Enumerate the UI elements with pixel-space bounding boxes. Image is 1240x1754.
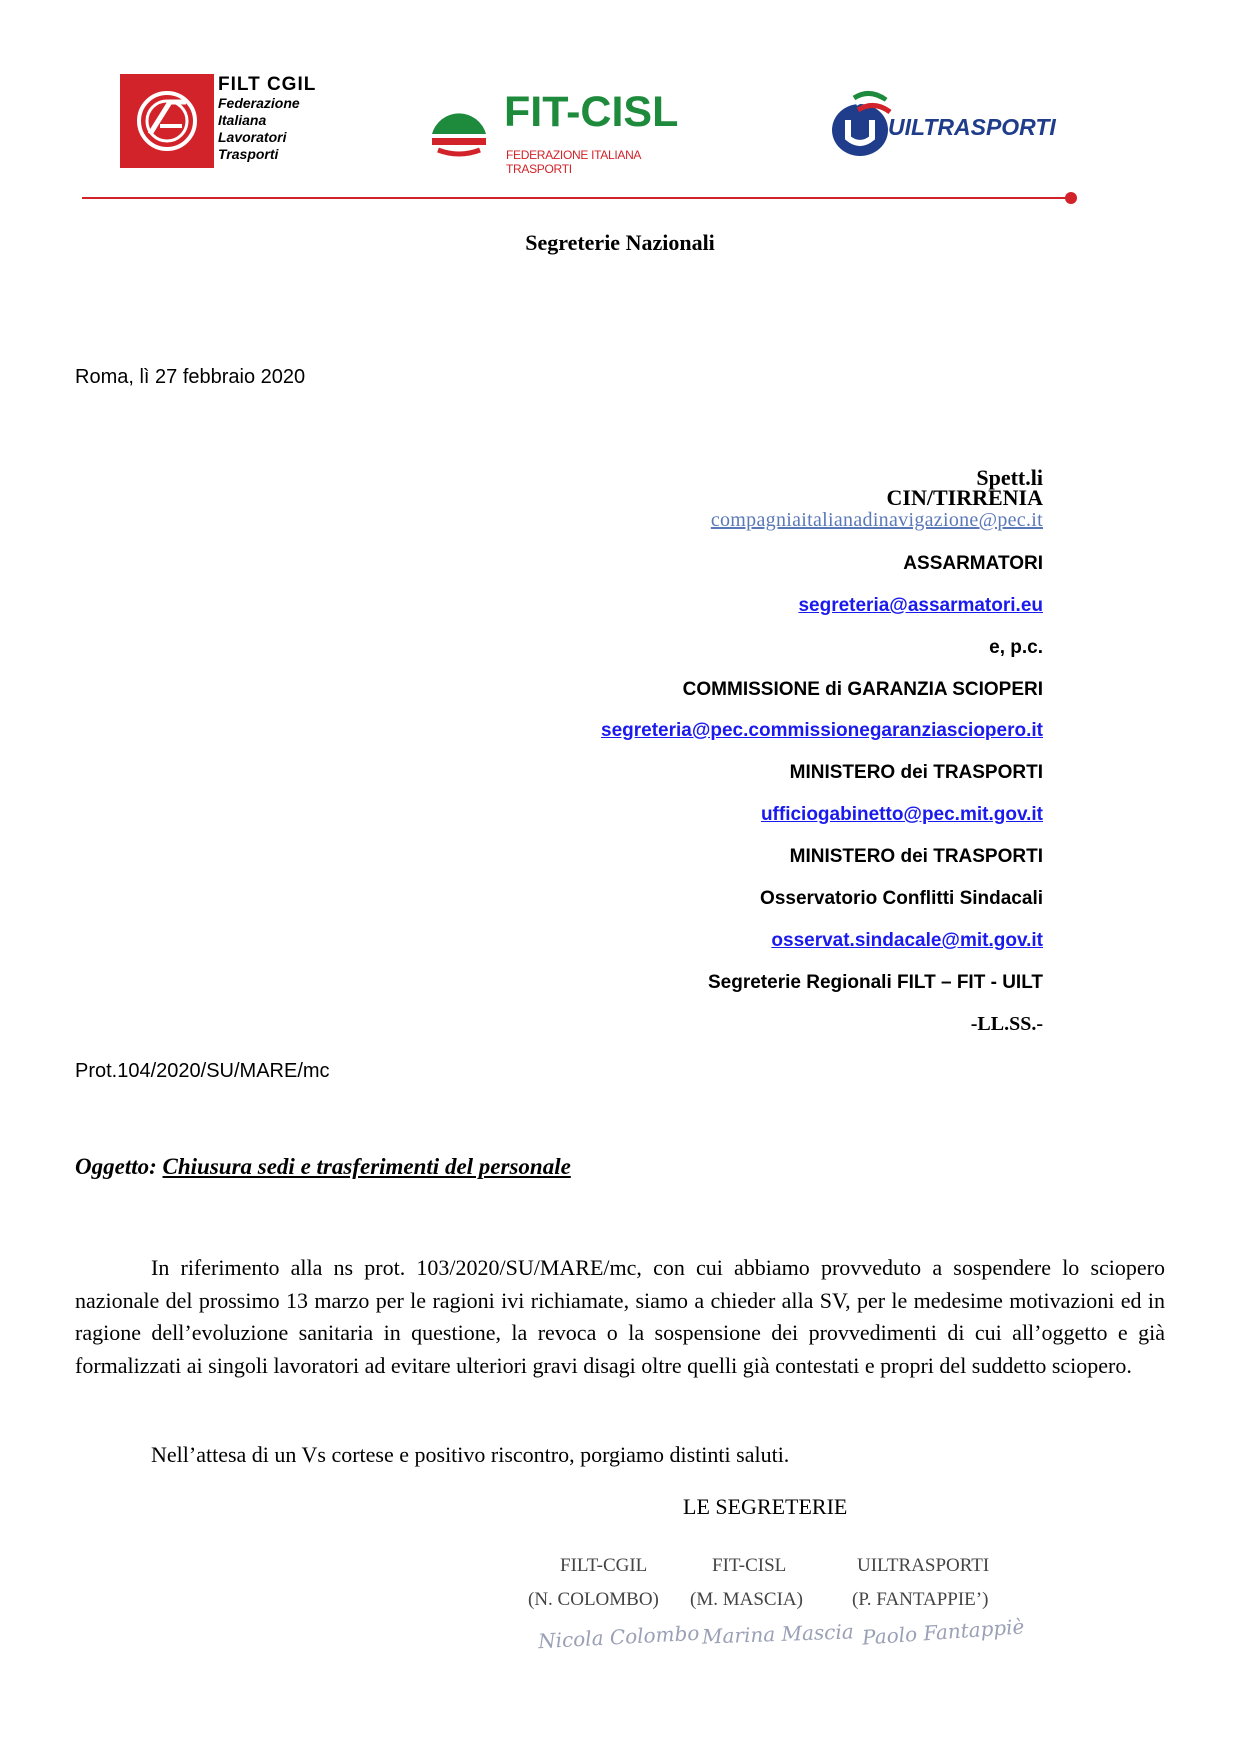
filt-cgil-line-4: Trasporti (218, 146, 279, 162)
signatory-3-signature: Paolo Fantappiè (861, 1614, 1026, 1650)
signatory-1-signature: Nicola Colombo (537, 1620, 700, 1654)
uiltrasporti-logo (830, 82, 1070, 162)
filt-cgil-line-1: Federazione (218, 95, 300, 111)
signatory-3-name: (P. FANTAPPIE’) (852, 1589, 989, 1610)
uiltrasporti-brand: UILTRASPORTI (888, 114, 1056, 140)
filt-cgil-line-2: Italiana (218, 112, 267, 128)
recipient-4-email[interactable]: ufficiogabinetto@pec.mit.gov.it (760, 804, 1043, 825)
fit-cisl-logo (428, 88, 708, 176)
body-paragraph: In riferimento alla ns prot. 103/2020/SU/MARE/mc, con cui abbiamo provveduto a sospendere lo sciopero nazionale del prossimo 13 marzo per le ragioni ivi richiamate, siamo a chieder alla SV, per le medesime motivazioni ed in ragione dell’evoluzione sanitaria in questione, la revoca o la sospensione dei provvedimenti di cui all’oggetto e già formalizzati ai singoli lavoratori ad evitare ulteriori gravi disagi oltre quelli già contestati e propri del suddetto sciopero. (75, 1255, 1165, 1378)
filt-cgil-line-3: Lavoratori (218, 129, 287, 145)
filt-cgil-mark-icon (120, 74, 214, 168)
signatory-1-org: FILT-CGIL (560, 1555, 648, 1576)
recipient-5-email[interactable]: osservat.sindacale@mit.gov.it (771, 930, 1043, 951)
date-line: Roma, lì 27 febbraio 2020 (75, 366, 306, 388)
subject-text: Chiusura sedi e trasferimenti del personale (162, 1154, 571, 1179)
filt-cgil-brand: FILT CGIL (218, 74, 317, 95)
header-rule-dot (1065, 192, 1077, 204)
page-heading: Segreterie Nazionali (525, 230, 715, 255)
recipient-5-name: MINISTERO dei TRASPORTI (789, 846, 1043, 867)
recipient-7-name: -LL.SS.- (970, 1013, 1043, 1035)
recipient-salutation: Spett.li (976, 465, 1043, 490)
recipient-3-email[interactable]: segreteria@pec.commissionegaranziasciopero.it (601, 720, 1043, 741)
recipient-1-name: CIN/TIRRENIA (886, 485, 1043, 510)
closing-line: Nell’attesa di un Vs cortese e positivo riscontro, porgiamo distinti saluti. (151, 1442, 790, 1467)
signatory-2-name: (M. MASCIA) (690, 1589, 803, 1610)
filt-cgil-logo (120, 74, 320, 168)
signatory-2-signature: Marina Mascia (701, 1619, 855, 1649)
recipient-6-name: Segreterie Regionali FILT – FIT - UILT (708, 972, 1043, 993)
fit-cisl-mark-icon (428, 94, 490, 162)
cc-label: e, p.c. (989, 637, 1043, 658)
subject-label: Oggetto: (75, 1154, 157, 1179)
protocol-number: Prot.104/2020/SU/MARE/mc (75, 1060, 330, 1082)
recipient-3-name: COMMISSIONE di GARANZIA SCIOPERI (682, 679, 1043, 700)
fit-cisl-brand: FIT-CISL (504, 88, 679, 136)
signoff: LE SEGRETERIE (683, 1494, 848, 1519)
recipient-5-sub: Osservatorio Conflitti Sindacali (760, 888, 1043, 909)
recipient-2-name: ASSARMATORI (903, 553, 1043, 574)
recipient-4-name: MINISTERO dei TRASPORTI (789, 762, 1043, 783)
signatory-2-org: FIT-CISL (712, 1555, 787, 1576)
recipient-2-email[interactable]: segreteria@assarmatori.eu (798, 595, 1043, 616)
uiltrasporti-mark-icon (830, 86, 896, 162)
subject-line (75, 1154, 571, 1180)
signatory-1-name: (N. COLOMBO) (528, 1589, 659, 1610)
header-rule (82, 197, 1067, 199)
fit-cisl-subtitle: FEDERAZIONE ITALIANA TRASPORTI (506, 148, 641, 176)
recipient-1-email[interactable]: compagniaitalianadinavigazione@pec.it (710, 509, 1043, 531)
signatory-3-org: UILTRASPORTI (857, 1555, 990, 1576)
